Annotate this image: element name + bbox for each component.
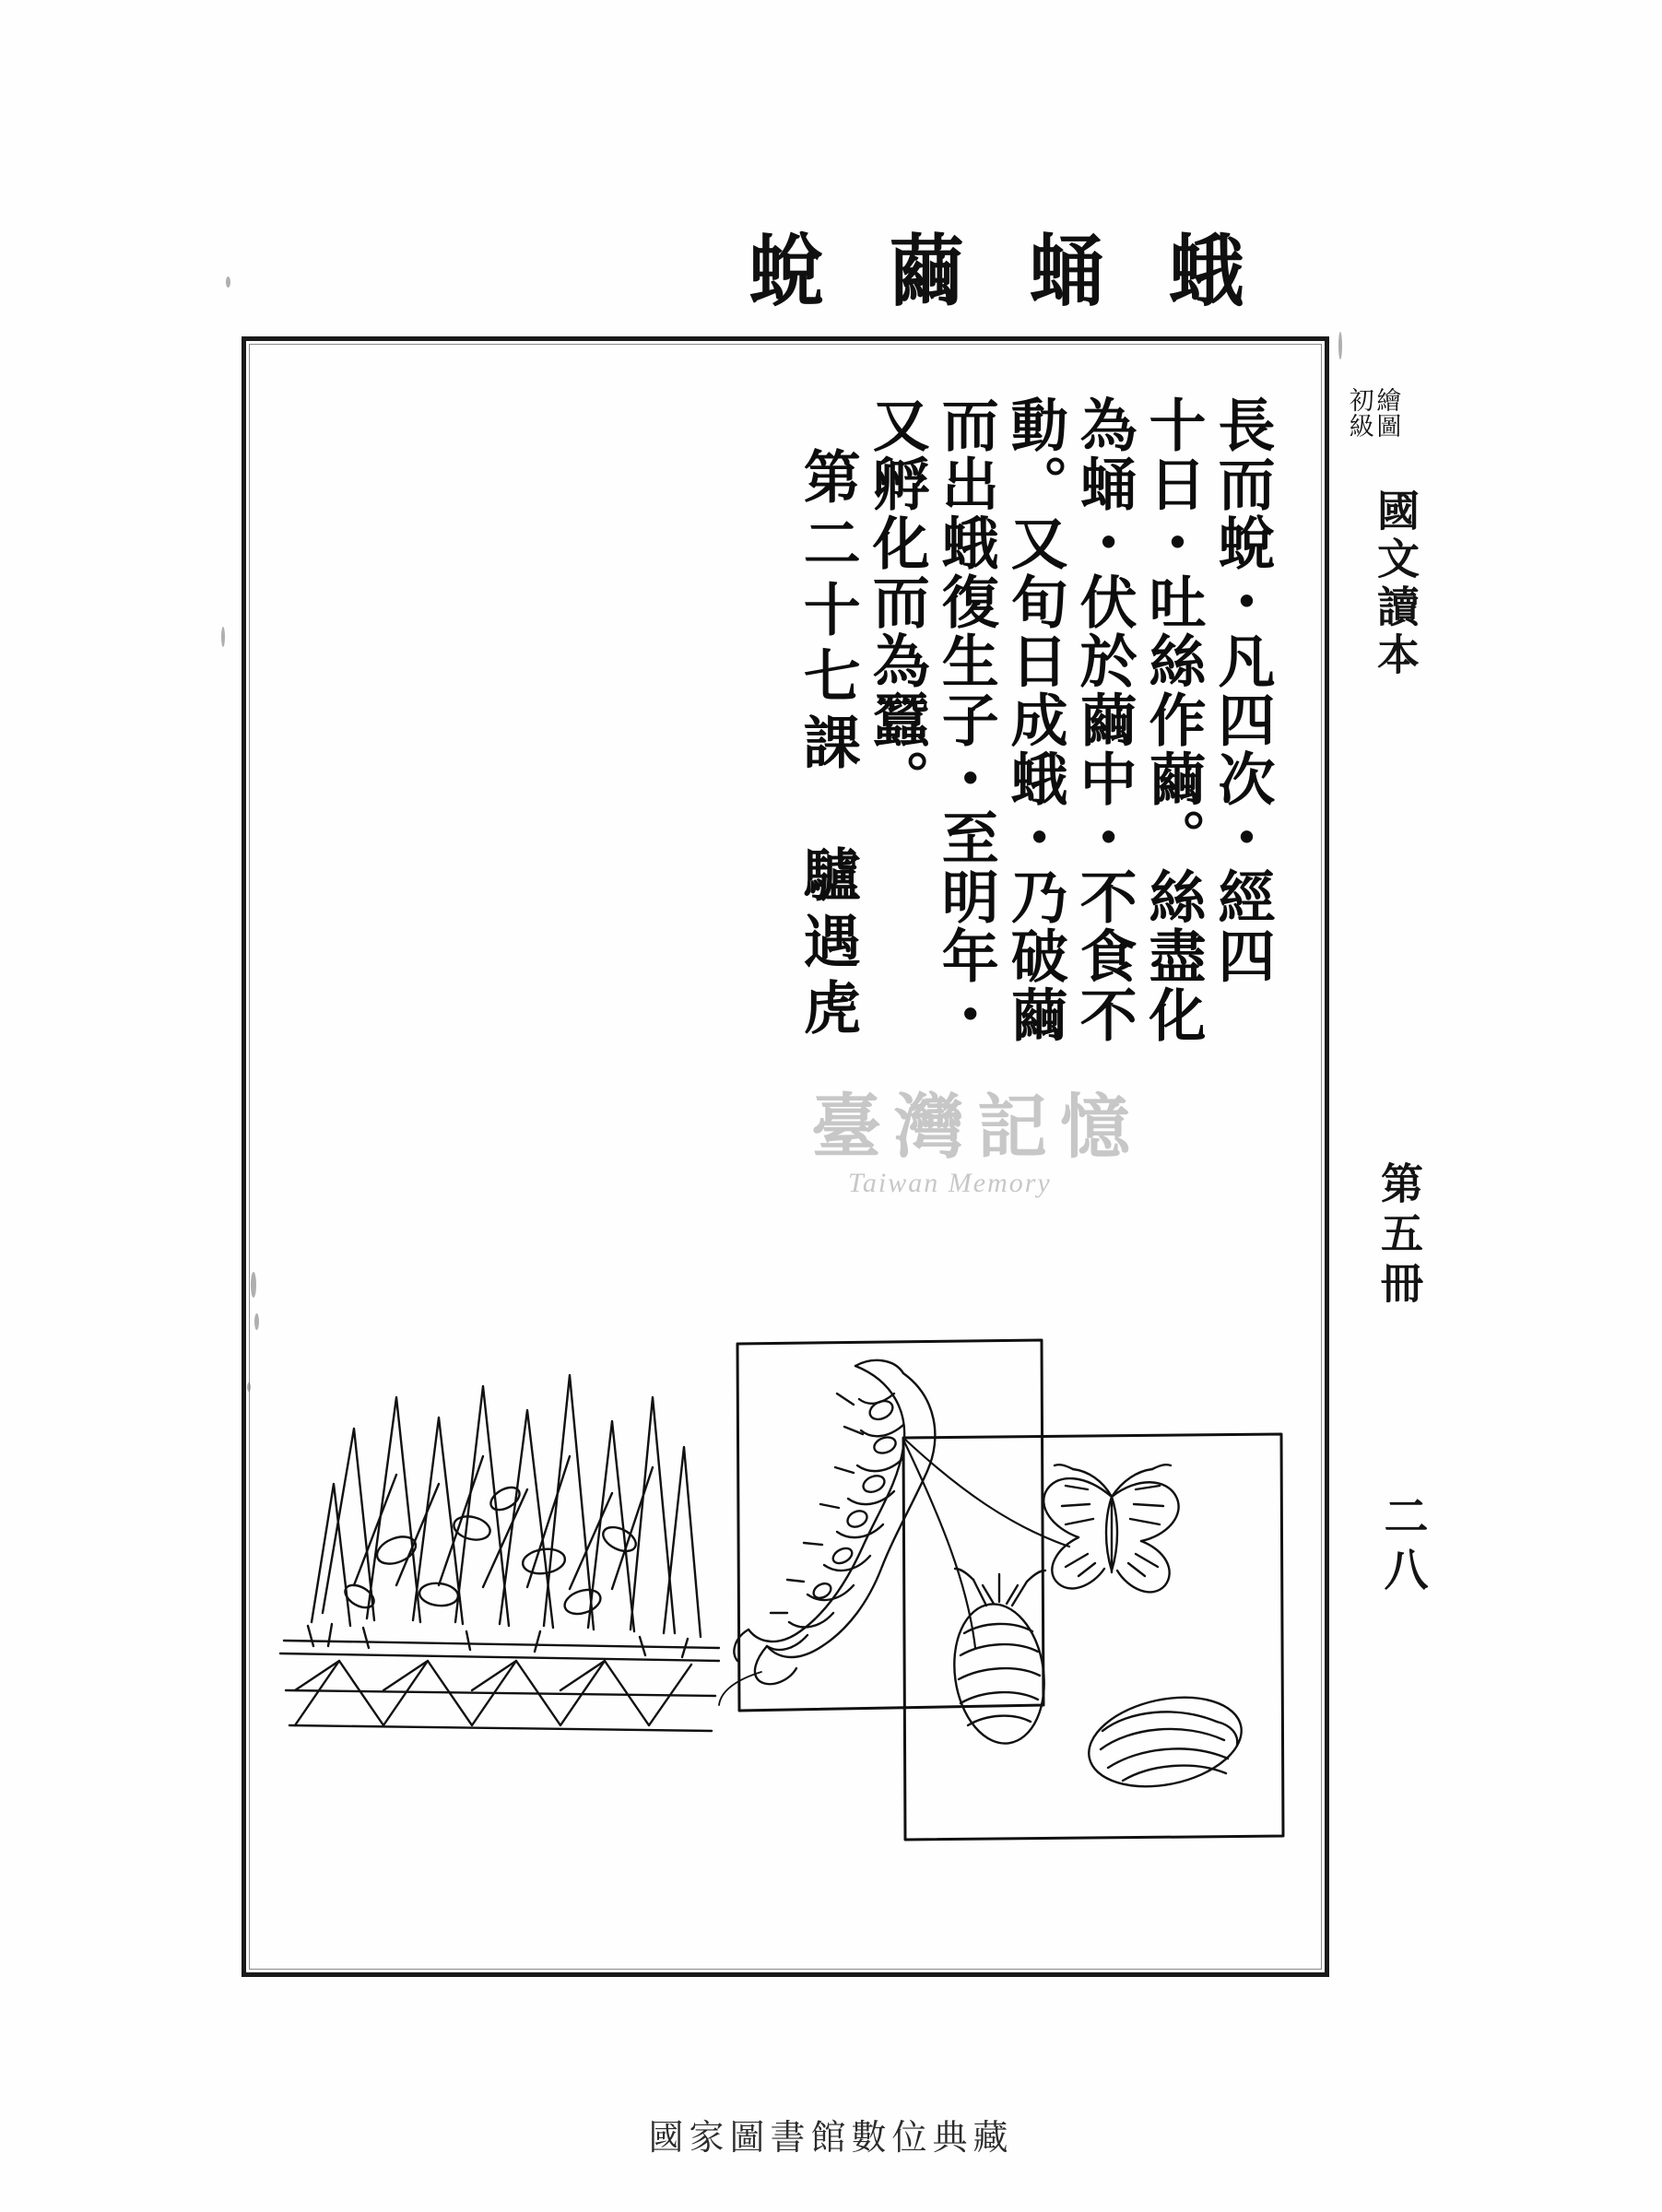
text-column: 而出蛾復生子・至明年・	[932, 395, 1000, 1044]
scan-speck	[221, 627, 225, 647]
text-column: 又孵化而為蠶。	[863, 395, 931, 808]
text-column: 十日・吐絲作繭。絲盡化	[1139, 395, 1208, 1044]
archive-caption: 國家圖書館數位典藏	[648, 2117, 1014, 2158]
series-subtitle-line: 初級	[1344, 387, 1373, 439]
text-column: 動。又旬日成蛾・乃破繭	[1001, 395, 1069, 1044]
watermark-chinese: 臺灣記憶	[811, 1086, 1143, 1168]
header-title-char: 繭	[888, 226, 964, 318]
scan-speck	[226, 276, 230, 288]
cocoon-figure	[946, 1569, 1053, 1749]
watermark-english: Taiwan Memory	[848, 1168, 1052, 1198]
text-column: 長而蛻・凡四次・經四	[1208, 395, 1276, 985]
illustration-figure	[258, 1309, 1314, 1954]
scan-speck	[1338, 332, 1342, 359]
body-text-columns	[277, 392, 1276, 1378]
moth-cocoon-panel	[903, 1434, 1283, 1840]
bamboo-bundle	[280, 1375, 719, 1731]
series-subtitle	[1345, 387, 1399, 498]
series-title: 國文讀本	[1371, 488, 1420, 680]
lesson-heading: 第二十七課 驢遇虎	[794, 447, 862, 1044]
page-number: 二八	[1376, 1493, 1428, 1600]
scan-speck	[247, 1382, 251, 1392]
moth-figure	[1043, 1465, 1178, 1592]
header-title-char: 蛹	[1028, 226, 1104, 318]
silkworm-panel	[719, 1340, 1043, 1711]
series-subtitle-line: 繪圖	[1372, 387, 1401, 439]
scan-speck	[254, 1313, 259, 1330]
header-title-char: 蛻	[748, 226, 824, 318]
text-column: 為蛹・伏於繭中・不食不	[1070, 395, 1138, 1044]
pupa-figure	[1080, 1685, 1249, 1800]
right-margin-block	[1341, 387, 1470, 1770]
page-header-title	[498, 221, 1244, 323]
scan-speck	[251, 1272, 256, 1298]
header-title-char: 蛾	[1168, 226, 1244, 318]
volume-label: 第五冊	[1374, 1161, 1424, 1311]
